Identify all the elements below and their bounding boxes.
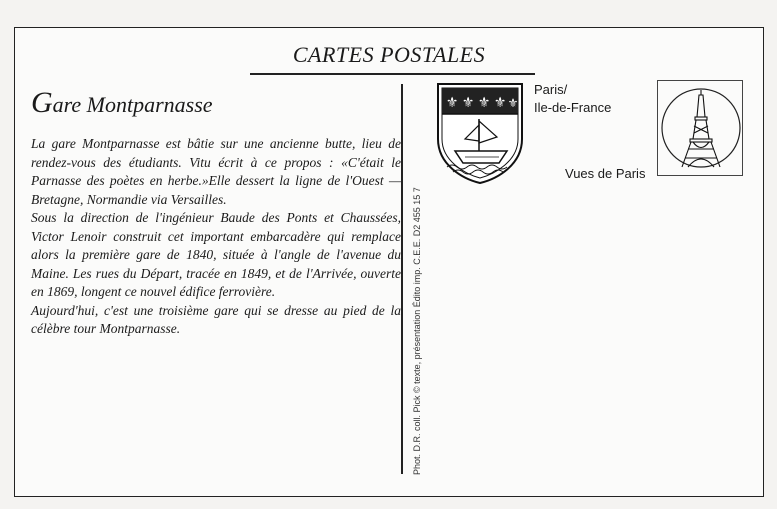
article-body [31,135,401,339]
postcard-header: CARTES POSTALES [292,42,486,67]
paragraph-3: Aujourd'hui, c'est une troisième gare qui se dresse au pied de la célèbre tour Montparnasse. [31,302,401,336]
svg-text:⚜: ⚜ [493,95,507,111]
center-divider [401,84,403,474]
title-rest: are Montparnasse [52,92,213,117]
paris-coat-of-arms-icon [435,81,525,185]
photo-credits: Phot. D.R. coll. Pick © texte, présentation Édito imp. C.E.E. D2 455 15 7 [412,187,422,475]
postcard-back [14,27,764,497]
svg-text:⚜: ⚜ [445,95,459,111]
region-label [534,81,611,117]
region-line-1: Paris/ [534,82,568,97]
header-rule [250,73,535,75]
paragraph-1: La gare Montparnasse est bâtie sur une ancienne butte, lieu de rendez-vous des étudiants. Vitu écrit à ce propos : «C'était le Parnasse des poètes en herbe.»Elle dessert la ligne de l'Ouest — Bretagne, Normandie via Versailles. [31,136,401,207]
series-label: Vues de Paris [565,166,646,181]
svg-text:⚜: ⚜ [461,95,475,111]
stamp-box [657,80,743,176]
paragraph-2: Sous la direction de l'ingénieur Baude des Ponts et Chaussées, Victor Lenoir construit cet important embarcadère qui remplace alors la première gare de 1840, située à l'angle de l'avenue du Maine. Les rues du Départ, tracée en 1849, et de l'Arrivée, ouverte en 1869, longent ce nouvel édifice ferrovière. [31,210,401,299]
eiffel-tower-icon [658,81,744,177]
svg-text:⚜: ⚜ [477,95,491,111]
article-title [31,86,213,120]
title-initial: G [31,86,53,119]
region-line-2: Ile-de-France [534,100,612,115]
svg-text:⚜: ⚜ [507,96,519,110]
